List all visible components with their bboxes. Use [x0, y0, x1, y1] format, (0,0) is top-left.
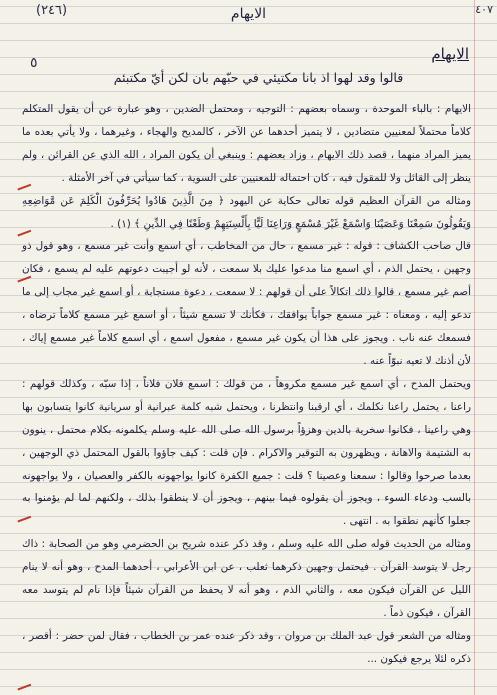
paragraph: ويحتمل المدح ، أي اسمع غير مسمع مكروهاً ، من قولك : اسمع فلان فلاناً ، إذا سبّه ، وكذلك قولهم : راعنا ، يحتمل راعنا نكلمك ، أي ارقبنا وانتظرنا ، ويحتمل شبه كلمة عبرانية أو سريانية كانوا يتسابون بها وهي راعينا ، فكانوا سخرية بالدين وهزؤاً برسول الله صلى الله عليه وسلم يكلمونه بكلام محتمل ، ينوون به الشتيمة والاهانة ، ويظهرون به التوقير والاكرام . فإن قلت : كيف جاؤوا بالقول المحتمل ذي الوجهين ، بعدما صرحوا وقالوا : سمعنا وعصينا ؟ قلت : جميع الكفرة كانوا يواجهونه بالكفر والعصيان ، ولا يواجهونه بالسب ودعاء السوء ، ويجوز أن يقولوه فيما بينهم ، ويجوز أن لا ينطقوا بذلك ، ولكنهم لما لم يؤمنوا به جعلوا كأنهم نطقوا به . انتهى .	[22, 377, 471, 528]
paragraph: الايهام : بالباء الموحدة ، وسماه بعضهم : التوجيه ، ومحتمل الضدين ، وهو عبارة عن أن يقول المتكلم كلاماً محتملاً لمعنيين متضادين ، لا يتميز أحدهما عن الآخر ، كالمديح والهجاء ، وغيرهما ، ولا يأتي بعده ما يميز المراد منهما ، قصد ذلك الايهام ، وزاد بعضهم : وينبغي أن يكون المراد ، الله الذي عن القرائن ، ولم ينظر إلى القائل ولا للمقول فيه ، كان احتماله للمعنيين على السوية ، كما سيأتي في آخر الأمثلة .	[22, 103, 471, 184]
page-number: (٢٤٦)	[36, 3, 68, 18]
page-index: ٤٠٧	[475, 3, 493, 16]
paragraph: قال صاحب الكشاف : قوله : غير مسمع ، حال من المخاطب ، أي اسمع وأنت غير مسمع ، وهو قول ذو وجهين ، يحتمل الذم ، أي اسمع منا مدعوا عليك بلا سمعت ، لأنه لو أجيبت دعوتهم عليه لم يسمع ، فكان أصم غير مسمع ، قالوا ذلك اتكالاً على أن قولهم : لا سمعت ، دعوة مستجابة ، أو اسمع غير مجاب إلى ما تدعو إليه ، ومعناه : غير مسمع جواباً يوافقك ، فكأنك لا تسمع شيئاً ، أو اسمع غير مسمع كلاماً ترضاه ، فسمعك عنه ناب . ويجوز على هذا أن يكون غير مسمع ، مفعول اسمع ، أي اسمع كلاماً غير مسمع إياك ، لأن أذنك لا تعيه نبوّاً عنه .	[22, 240, 471, 367]
body-text	[22, 98, 471, 671]
header-title: الايهام	[230, 6, 267, 22]
margin-mark: ٥	[30, 55, 38, 71]
paragraph: ومثاله من القرآن العظيم قوله تعالى حكاية عن اليهود ﴿ مِنَ الَّذِينَ هَادُوا يُحَرِّفُونَ الْكَلِمَ عَن مَّوَاضِعِهِ وَيَقُولُونَ سَمِعْنَا وَعَصَيْنَا وَاسْمَعْ غَيْرَ مُسْمَعٍ وَرَاعِنَا لَيًّا بِأَلْسِنَتِهِمْ وَطَعْنًا فِي الدِّينِ ﴾ (١) .	[22, 194, 471, 230]
margin-line	[474, 0, 475, 695]
paragraph: ومثاله من الشعر قول عبد الملك بن مروان ، وقد ذكر عنده عمر بن الخطاب ، فقال لمن حضر : أقصر ، ذكره لئلا يرجع فيكون ...	[22, 629, 471, 665]
poetry-verse: قالوا وقد لهوا اذ بانا مكتيئي في حبّهم بان لكن أيّ مكتبئم	[113, 70, 404, 85]
paragraph: ومثاله من الحديث قوله صلى الله عليه وسلم ، وقد ذكر عنده شريح بن الحضرمي وهو من الصحابة : ذاك رجل لا يتوسد القرآن . فيحتمل وجهين ذكرهما ثعلب ، عن ابن الأعرابي ، أحدهما المدح ، وهو أنه لا ينام الليل عن القرآن فيكون معه ، والثاني الذم ، وهو أنه لا يحفظ من القرآن شيئاً فإذا نام لم يتوسد معه القرآن ، فيكون ذماً .	[22, 538, 471, 619]
red-margin-mark	[17, 684, 32, 694]
section-title: الايهام	[431, 45, 469, 63]
